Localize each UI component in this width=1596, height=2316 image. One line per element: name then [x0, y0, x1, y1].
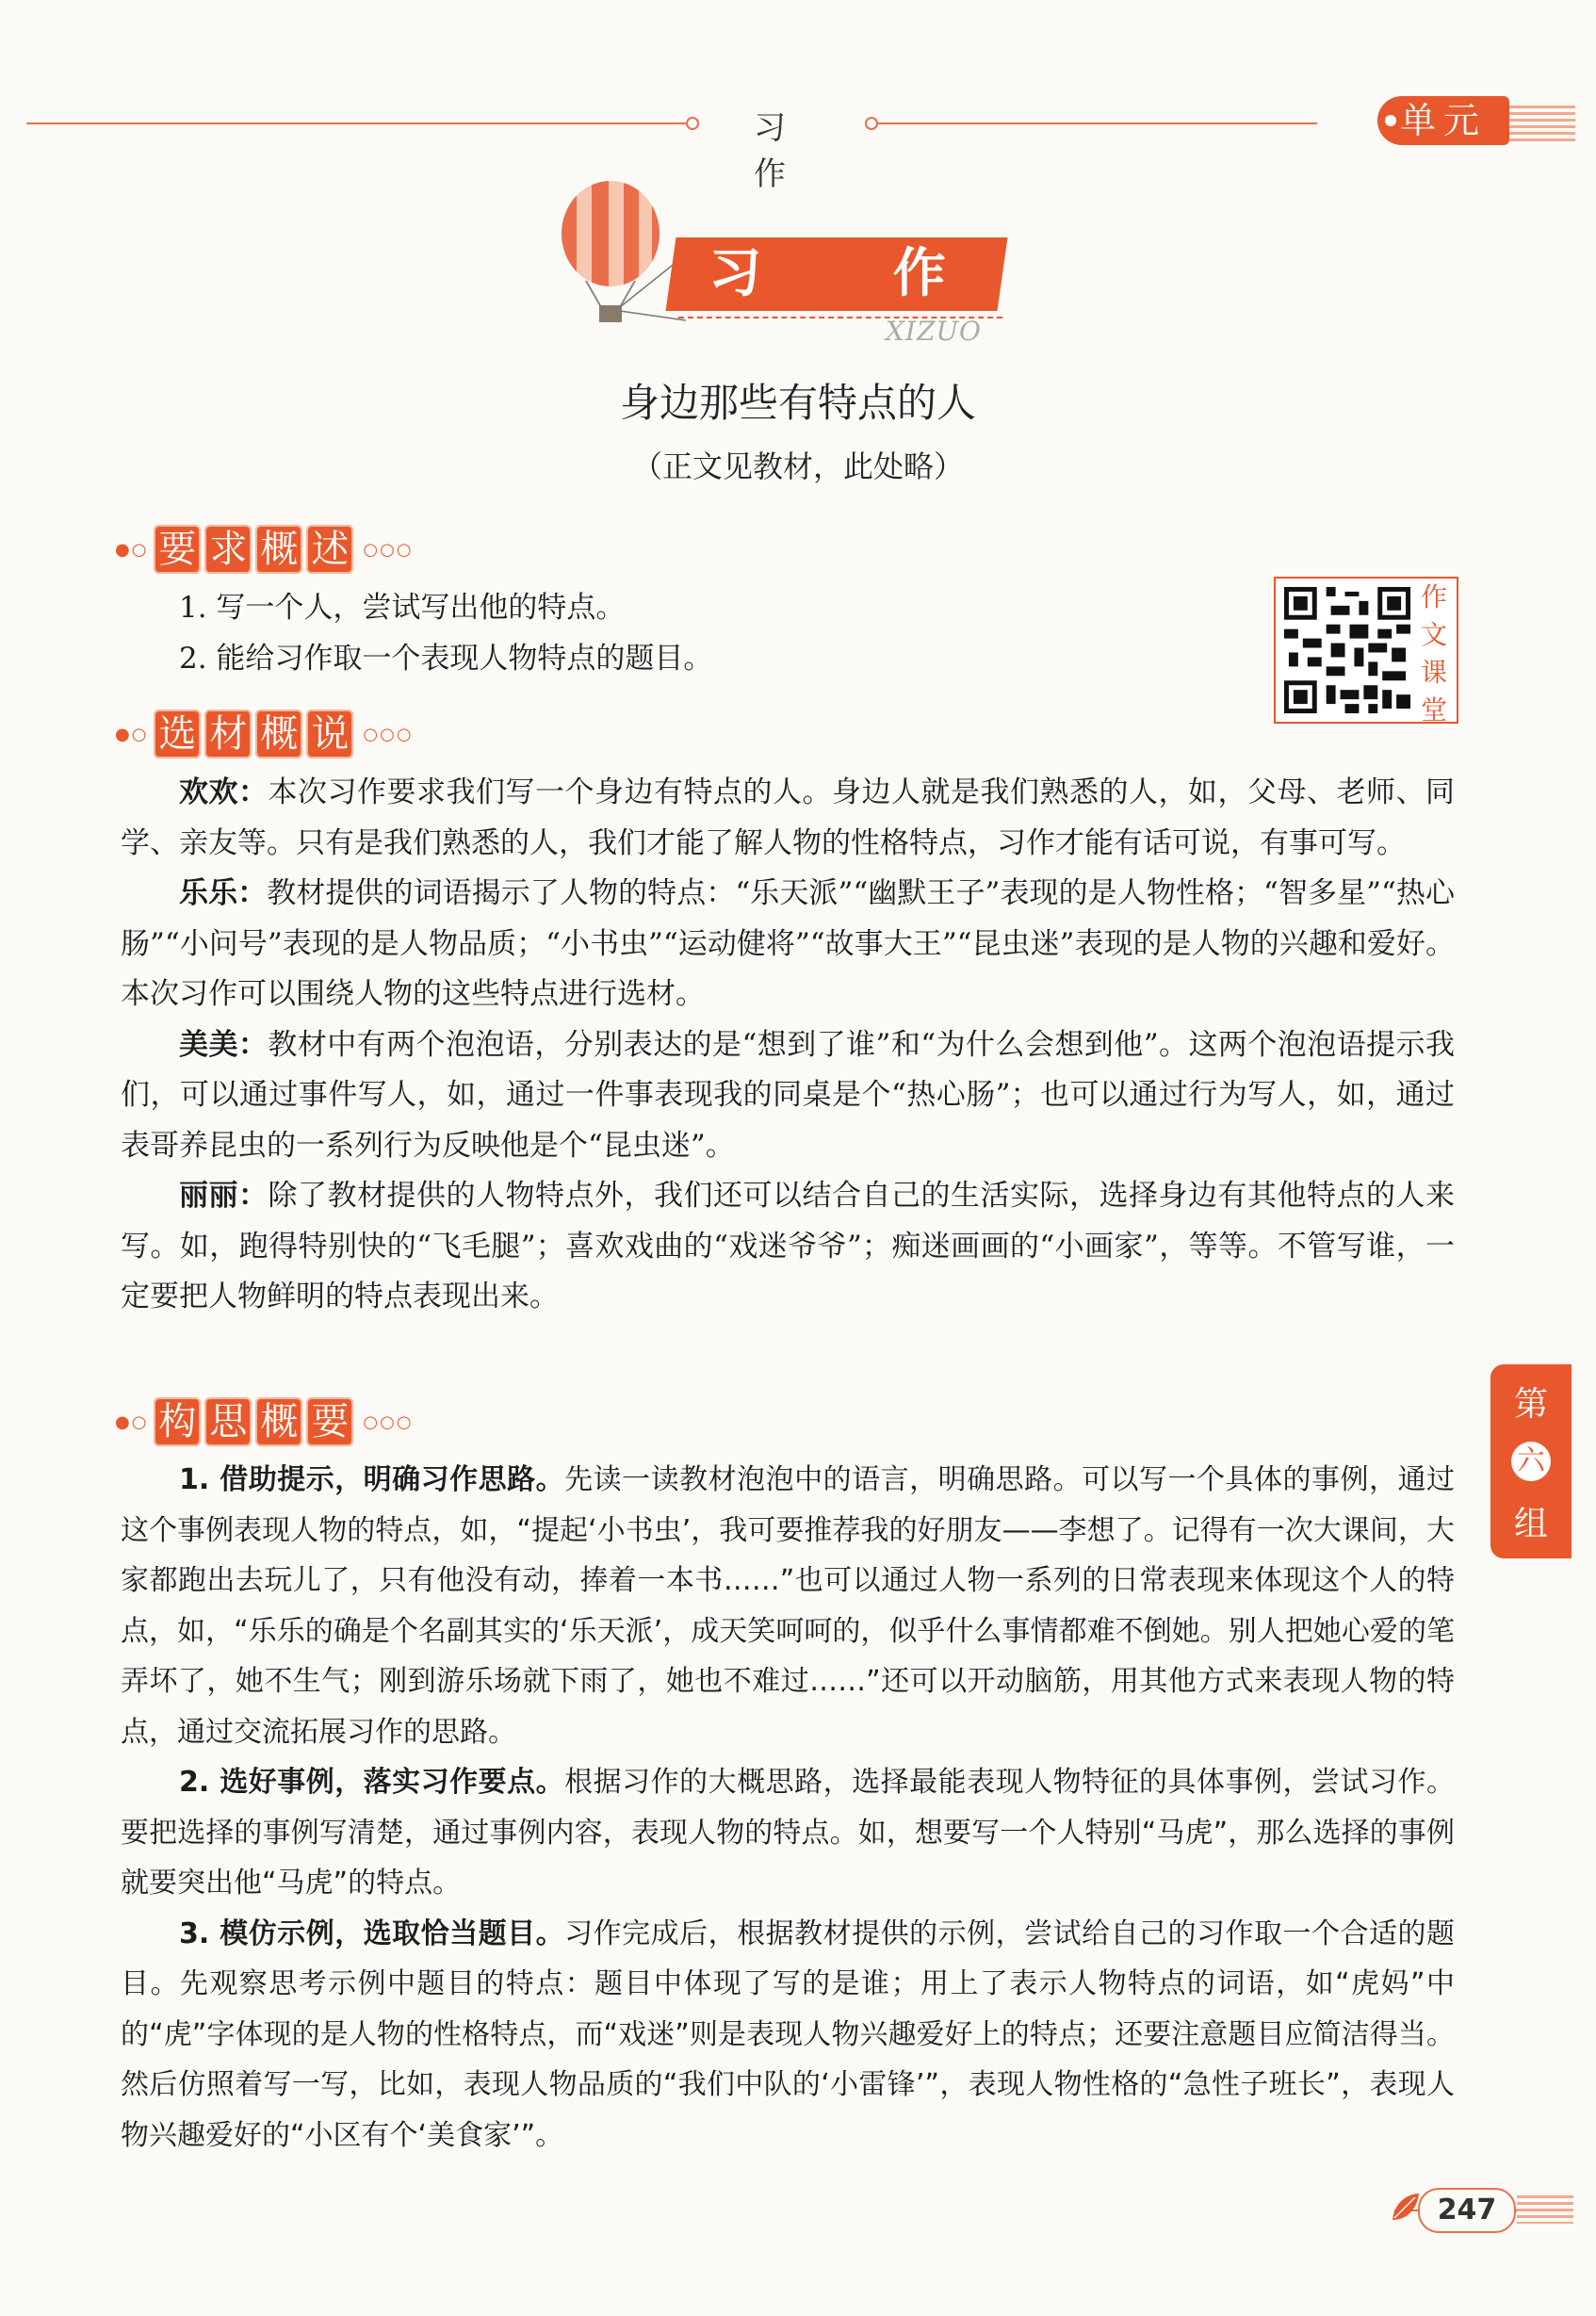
outline-body: [121, 1455, 1455, 2161]
qr-label-char: 课: [1420, 657, 1447, 688]
heading-char: 概: [255, 709, 302, 758]
materials-paragraph: [121, 1171, 1455, 1323]
qr-code-icon: [1279, 580, 1415, 720]
heading-char: 概: [255, 525, 302, 574]
banner-title: 习 作: [708, 243, 1002, 304]
heading-dots-left: ●○: [115, 1411, 149, 1432]
unit-tab-dot: [1385, 115, 1396, 126]
header-stripes: [1509, 106, 1575, 143]
paragraph-text: 先读一读教材泡泡中的语言，明确思路。可以写一个具体的事例，通过这个事例表现人物的特点，如，“提起‘小书虫’，我可要推荐我的好朋友——李想了。记得有一次大课间，大家都跑出去玩儿了，只有他没有动，捧着一本书……”也可以通过人物一系列的日常表现来体现这个人的特点，如，“乐乐的确是个名副其实的‘乐天派’，成天笑呵呵的，似乎什么事情都难不倒她。别人把她心爱的笔弄坏了，她不生气；刚到游乐场就下雨了，她也不难过……”还可以开动脑筋，用其他方式来表现人物的特点，通过交流拓展习作的思路。: [121, 1463, 1456, 1749]
materials-paragraph: [121, 869, 1455, 1020]
banner-pinyin: XIZUO: [886, 316, 983, 347]
paragraph-lead: 2. 选好事例，落实习作要点。: [179, 1766, 565, 1799]
heading-char: 构: [154, 1397, 201, 1446]
heading-dots-right: ○○○: [363, 1411, 414, 1432]
qr-label-char: 作: [1420, 581, 1447, 612]
materials-body: [121, 768, 1455, 1323]
page-subtitle: （正文见教材，此处略）: [631, 449, 964, 484]
heading-dots-right: ○○○: [363, 724, 414, 744]
heading-char: 思: [204, 1397, 252, 1446]
header-section-label: 习 作: [754, 109, 810, 193]
heading-char: 述: [306, 525, 353, 574]
page-number-stripes: [1517, 2195, 1573, 2224]
qr-label-char: 文: [1420, 619, 1447, 650]
paragraph-text: 除了教材提供的人物特点外，我们还可以结合自己的生活实际，选择身边有其他特点的人来写。如，跑得特别快的“飞毛腿”；喜欢戏曲的“戏迷爷爷”；痴迷画画的“小画家”，等等。不管写谁，一定要把人物鲜明的特点表现出来。: [121, 1179, 1455, 1313]
outline-paragraph: [121, 1909, 1455, 2161]
heading-char: 材: [204, 709, 252, 758]
paragraph-text: 教材提供的词语揭示了人物的特点：“乐天派”“幽默王子”表现的是人物性格；“智多星”“热心肠”“小问号”表现的是人物品质；“小书虫”“运动健将”“故事大王”“昆虫迷”表现的是人物的兴趣和爱好。本次习作可以围绕人物的这些特点进行选材。: [121, 876, 1456, 1011]
materials-paragraph: [121, 1020, 1455, 1172]
requirement-item: 2. 能给习作取一个表现人物特点的题目。: [179, 642, 713, 676]
outline-paragraph: [121, 1455, 1455, 1757]
requirement-item: 1. 写一个人，尝试写出他的特点。: [179, 591, 626, 625]
side-tab-bottom: 组: [1513, 1504, 1548, 1543]
materials-paragraph: [121, 768, 1455, 869]
outline-paragraph: [121, 1757, 1455, 1909]
heading-char: 说: [306, 709, 353, 758]
heading-char: 概: [255, 1397, 302, 1446]
heading-dots-left: ●○: [115, 539, 149, 560]
header-dot-right: [865, 117, 878, 130]
unit-tab: 单元: [1377, 96, 1509, 145]
qr-label: [1413, 577, 1455, 726]
side-tab-number: 六: [1511, 1442, 1551, 1481]
section-heading-outline: [115, 1393, 414, 1451]
heading-dots-left: ●○: [115, 724, 149, 744]
paragraph-text: 本次习作要求我们写一个身边有特点的人。身边人就是我们熟悉的人，如，父母、老师、同学、亲友等。只有是我们熟悉的人，我们才能了解人物的性格特点，习作才能有话可说，有事可写。: [121, 775, 1455, 860]
heading-char: 要: [306, 1397, 353, 1446]
page-title: 身边那些有特点的人: [619, 380, 976, 426]
section-heading-materials: [115, 705, 414, 763]
requirements-list: [179, 582, 712, 684]
heading-char: 求: [204, 525, 252, 574]
paragraph-text: 习作完成后，根据教材提供的示例，尝试给自己的习作取一个合适的题目。先观察思考示例中题目的特点：题目中体现了写的是谁；用上了表示人物特点的词语，如“虎妈”中的“虎”字体现的是人物的性格特点，而“戏迷”则是表现人物兴趣爱好上的特点；还要注意题目应简洁得当。然后仿照着写一写，比如，表现人物品质的“我们中队的‘小雷锋’”，表现人物性格的“急性子班长”，表现人物兴趣爱好的“小区有个‘美食家’”。: [121, 1916, 1456, 2152]
section-heading-requirements: [115, 520, 414, 579]
header-rule: [26, 122, 1317, 124]
paragraph-lead: 1. 借助提示，明确习作思路。: [179, 1463, 565, 1496]
heading-char: 选: [154, 709, 201, 758]
heading-dots-right: ○○○: [363, 539, 414, 560]
heading-char: 要: [154, 525, 201, 574]
paragraph-text: 教材中有两个泡泡语，分别表达的是“想到了谁”和“为什么会想到他”。这两个泡泡语提示我们，可以通过事件写人，如，通过一件事表现我的同桌是个“热心肠”；也可以通过行为写人，如，通过表哥养昆虫的一系列行为反映他是个“昆虫迷”。: [121, 1027, 1456, 1163]
speaker-name: 丽丽：: [179, 1179, 269, 1213]
paragraph-text: 根据习作的大概思路，选择最能表现人物特征的具体事例，尝试习作。要把选择的事例写清楚，通过事例内容，表现人物的特点。如，想要写一个人特别“马虎”，那么选择的事例就要突出他“马虎”的特点。: [121, 1766, 1456, 1900]
side-tab-top: 第: [1513, 1385, 1548, 1425]
unit-group-tab: [1490, 1364, 1572, 1558]
page-number: 247: [1418, 2188, 1516, 2233]
paragraph-lead: 3. 模仿示例，选取恰当题目。: [179, 1916, 565, 1950]
speaker-name: 美美：: [179, 1027, 269, 1062]
qr-label-char: 堂: [1420, 694, 1447, 726]
speaker-name: 乐乐：: [179, 876, 268, 910]
speaker-name: 欢欢：: [179, 775, 269, 809]
header-dot-left: [686, 117, 699, 130]
